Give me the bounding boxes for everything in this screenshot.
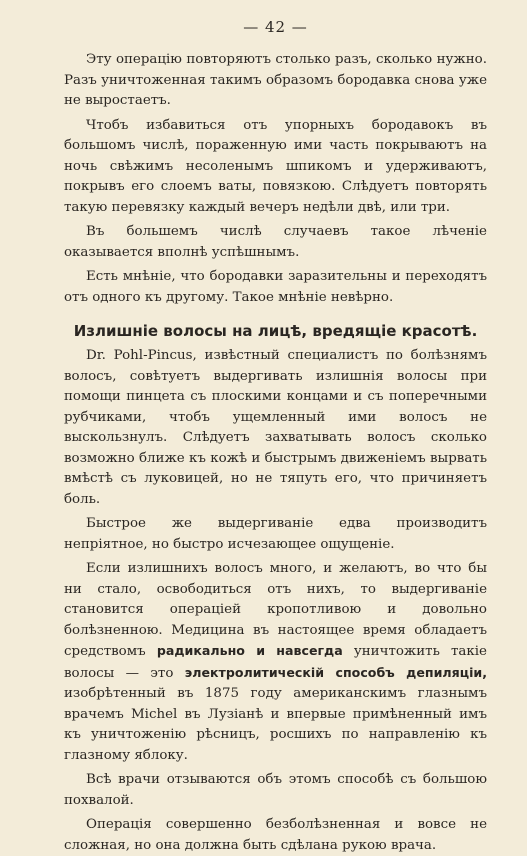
text-span: Если излишнихъ волосъ много, и желаютъ, во что бы ни стало, освободиться отъ нихъ, то выдергиваніе становится операціей кропотливою и довольно болѣзненною. Медицина въ настоящее время обладаетъ средствомъ: [64, 561, 487, 659]
paragraph: Быстрое же выдергиваніе едва производитъ непріятное, но быстро исчезающее ощущеніе.: [64, 516, 487, 552]
paragraph: Всѣ врачи отзываются объ этомъ способѣ съ большою похвалой.: [64, 772, 487, 808]
paragraph: Въ большемъ числѣ случаевъ такое лѣченіе оказывается вполнѣ успѣшнымъ.: [64, 224, 487, 260]
paragraph: Эту операцію повторяютъ столько разъ, сколько нужно. Разъ уничтоженная такимъ образомъ бородавка снова уже не выростаетъ.: [64, 52, 487, 108]
text-span: уничтожить такіе волосы — это: [64, 644, 487, 681]
paragraph-methods: [64, 559, 487, 766]
paragraph: Чтобъ избавиться отъ упорныхъ бородавокъ въ большомъ числѣ, пораженную ими часть покрываютъ на ночь свѣжимъ несоленымъ шпикомъ и удерживаютъ, покрывъ его слоемъ ваты, повязкою. Слѣдуетъ повторять такую перевязку каждый вечеръ недѣли двѣ, или три.: [64, 117, 487, 215]
text-span: изобрѣтенный въ 1875 году американскимъ глазнымъ врачемъ Michel въ Лузіанѣ и впервые примѣненный имъ къ уничтоженію рѣсницъ, росшихъ по направленію къ глазному яблоку.: [64, 686, 487, 763]
page-number: — 42 —: [243, 18, 308, 36]
paragraph: Есть мнѣніе, что бородавки заразительны и переходятъ отъ одного къ другому. Такое мнѣніе невѣрно.: [64, 269, 487, 305]
paragraph: Операція совершенно безболѣзненная и вовсе не сложная, но она должна быть сдѣлана рукою врача.: [64, 817, 487, 853]
section-heading: Излишніе волосы на лицѣ, вредящіе красотѣ.: [73, 322, 478, 340]
bold-phrase: радикально и навсегда: [156, 643, 343, 658]
bold-phrase: электролитическій способъ депиляціи,: [184, 664, 487, 680]
paragraph: Dr. Pohl-Pincus, извѣстный специалистъ по болѣзнямъ волосъ, совѣтуетъ выдергивать излишнія волосы при помощи пинцета съ плоскими концами и съ поперечными рубчиками, чтобъ ущемленный ими волосъ не выскользнулъ. Слѣдуетъ захватывать волосъ сколько возможно ближе къ кожѣ и быстрымъ движеніемъ вырвать вмѣстѣ съ луковицей, но не тяпуть его, что причиняетъ боль.: [64, 348, 487, 507]
